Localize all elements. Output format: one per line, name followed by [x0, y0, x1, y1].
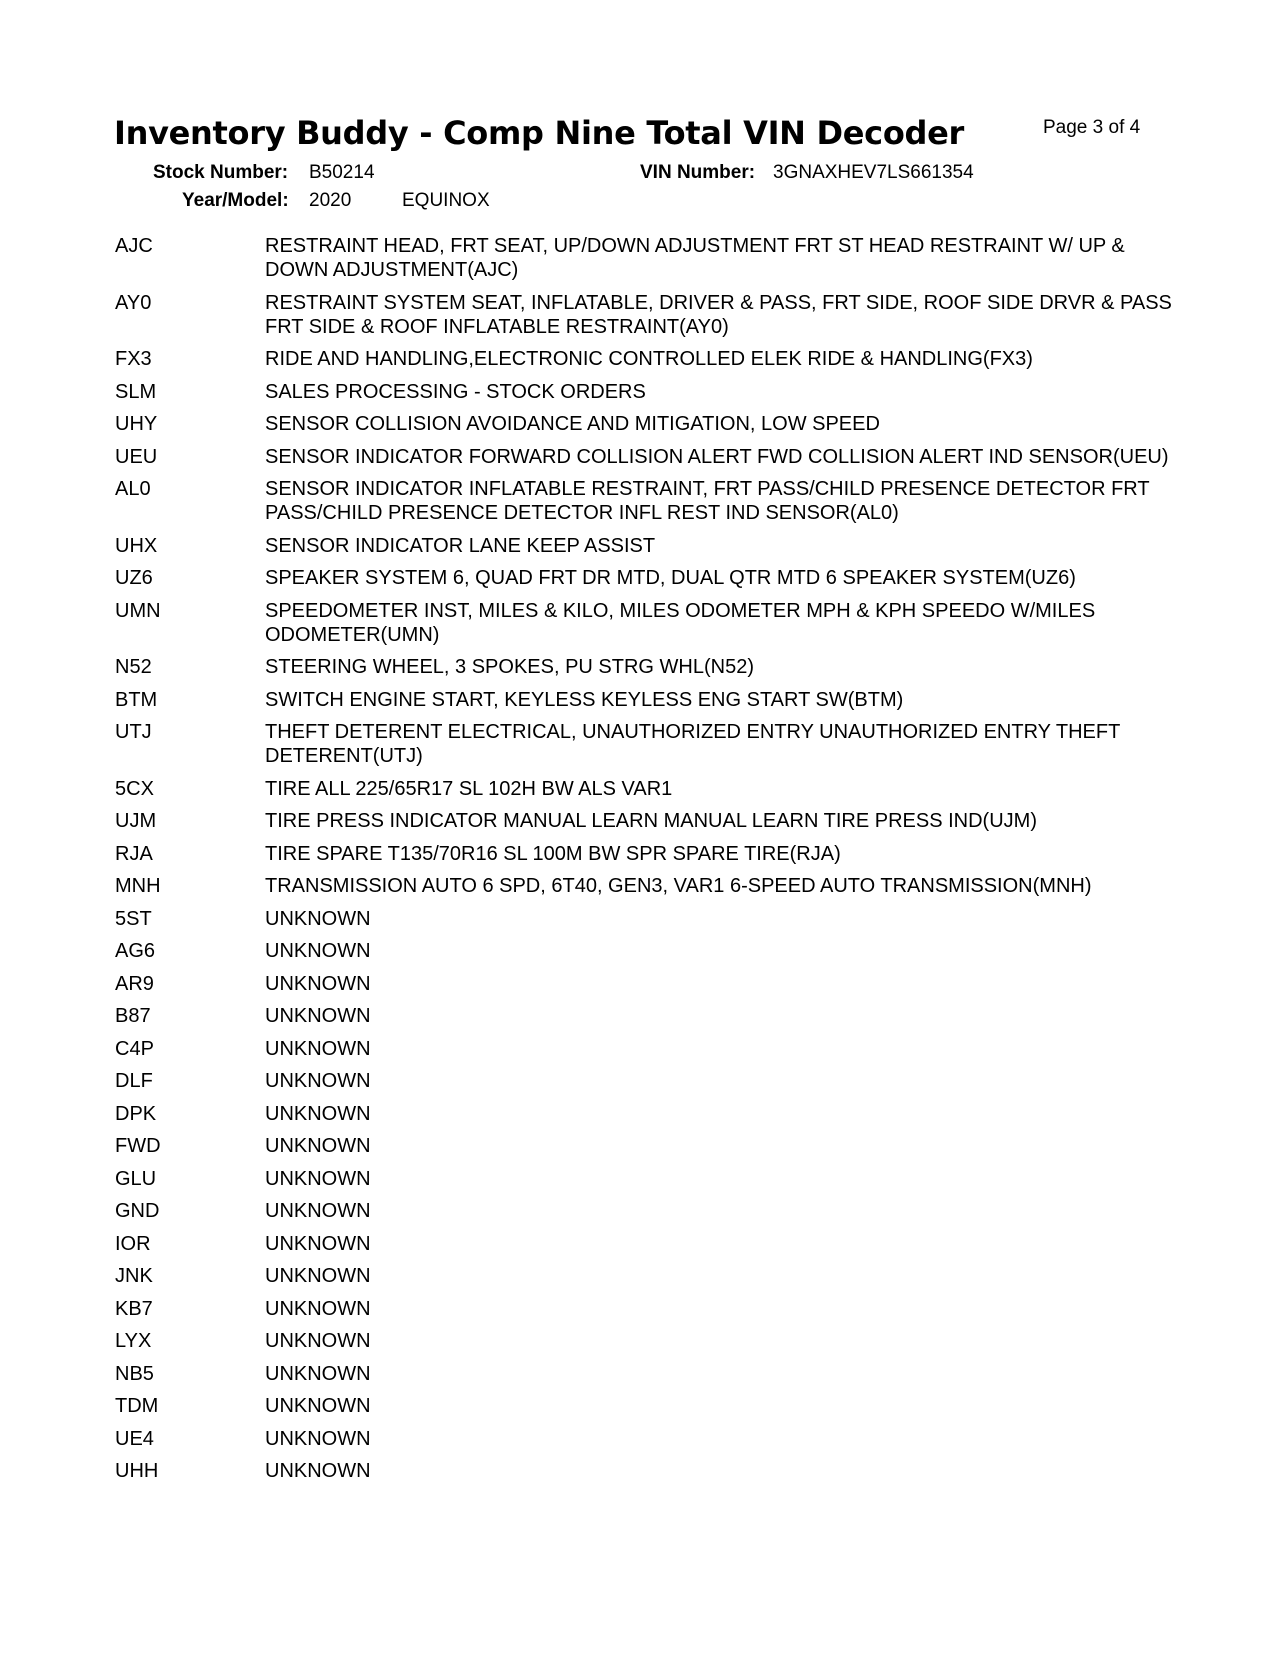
option-code: B87 — [115, 1005, 151, 1027]
option-description: UNKNOWN — [265, 1232, 371, 1255]
option-description: TIRE ALL 225/65R17 SL 102H BW ALS VAR1 — [265, 777, 673, 800]
option-row — [115, 842, 1175, 866]
option-description: SENSOR INDICATOR INFLATABLE RESTRAINT, FRT PASS/CHILD PRESENCE DETECTOR FRT PASS/CHILD PRESENCE DETECTOR INFL REST IND SENSOR(AL0) — [265, 478, 1150, 524]
option-code: DLF — [115, 1070, 153, 1092]
option-row — [115, 907, 1175, 931]
option-description: UNKNOWN — [265, 1102, 371, 1125]
option-row — [115, 1134, 1175, 1158]
option-description: UNKNOWN — [265, 1297, 371, 1320]
option-description: SENSOR INDICATOR FORWARD COLLISION ALERT FWD COLLISION ALERT IND SENSOR(UEU) — [265, 445, 1169, 468]
option-description: UNKNOWN — [265, 1330, 371, 1352]
option-description: THEFT DETERENT ELECTRICAL, UNAUTHORIZED ENTRY UNAUTHORIZED ENTRY THEFT DETERENT(UTJ) — [265, 721, 1120, 767]
option-row — [115, 688, 1175, 712]
option-code: N52 — [115, 656, 152, 678]
option-description: TRANSMISSION AUTO 6 SPD, 6T40, GEN3, VAR1 6-SPEED AUTO TRANSMISSION(MNH) — [265, 875, 1092, 897]
option-row — [115, 1329, 1175, 1353]
option-description: SPEEDOMETER INST, MILES & KILO, MILES ODOMETER MPH & KPH SPEEDO W/MILES ODOMETER(UMN) — [265, 599, 1096, 646]
option-description: UNKNOWN — [265, 1460, 371, 1482]
option-row — [115, 1264, 1175, 1288]
option-code: AR9 — [115, 972, 154, 995]
option-code: SLM — [115, 380, 157, 403]
option-code: GND — [115, 1200, 160, 1222]
option-description: UNKNOWN — [265, 972, 371, 995]
option-description: UNKNOWN — [265, 1037, 371, 1060]
option-code: UMN — [115, 599, 161, 622]
option-row — [115, 1362, 1175, 1386]
option-description: UNKNOWN — [265, 1395, 371, 1417]
option-code: LYX — [115, 1330, 152, 1352]
option-description: UNKNOWN — [265, 1362, 371, 1385]
option-row — [115, 1004, 1175, 1028]
option-row — [115, 1297, 1175, 1321]
option-code: IOR — [115, 1232, 151, 1255]
option-code: AL0 — [115, 478, 151, 500]
option-row — [115, 534, 1175, 558]
option-code: DPK — [115, 1102, 157, 1125]
option-code: FX3 — [115, 348, 152, 370]
option-row — [115, 1037, 1175, 1061]
option-code: KB7 — [115, 1297, 153, 1320]
option-description: UNKNOWN — [265, 1135, 371, 1157]
option-code-list — [115, 234, 1175, 1492]
option-code: AJC — [115, 235, 153, 257]
option-code: UHY — [115, 413, 158, 435]
option-code: UHH — [115, 1460, 159, 1482]
option-description: UNKNOWN — [265, 1427, 371, 1450]
option-row — [115, 599, 1175, 647]
option-description: UNKNOWN — [265, 907, 371, 930]
option-code: AG6 — [115, 940, 156, 962]
option-description: UNKNOWN — [265, 1200, 371, 1222]
option-description: UNKNOWN — [265, 1070, 371, 1092]
option-code: UJM — [115, 810, 157, 832]
option-row — [115, 445, 1175, 469]
option-row — [115, 874, 1175, 898]
option-code: RJA — [115, 842, 153, 865]
option-code: JNK — [115, 1265, 153, 1287]
option-description: RIDE AND HANDLING,ELECTRONIC CONTROLLED ELEK RIDE & HANDLING(FX3) — [265, 348, 1033, 370]
option-description: SPEAKER SYSTEM 6, QUAD FRT DR MTD, DUAL QTR MTD 6 SPEAKER SYSTEM(UZ6) — [265, 567, 1076, 589]
vin-label: VIN Number: — [640, 162, 756, 183]
option-description: UNKNOWN — [265, 1167, 371, 1190]
option-row — [115, 939, 1175, 963]
option-description: RESTRAINT HEAD, FRT SEAT, UP/DOWN ADJUSTMENT FRT ST HEAD RESTRAINT W/ UP & DOWN ADJUSTMENT(AJC) — [265, 235, 1125, 281]
option-row — [115, 720, 1175, 768]
option-row — [115, 972, 1175, 996]
option-description: TIRE PRESS INDICATOR MANUAL LEARN MANUAL LEARN TIRE PRESS IND(UJM) — [265, 810, 1037, 832]
page-indicator: Page 3 of 4 — [1043, 117, 1141, 138]
option-row — [115, 566, 1175, 590]
option-description: SENSOR INDICATOR LANE KEEP ASSIST — [265, 534, 656, 557]
model-value: EQUINOX — [402, 190, 490, 211]
option-description: SENSOR COLLISION AVOIDANCE AND MITIGATION, LOW SPEED — [265, 413, 880, 435]
option-row — [115, 1427, 1175, 1451]
year-value: 2020 — [309, 190, 352, 211]
option-description: TIRE SPARE T135/70R16 SL 100M BW SPR SPARE TIRE(RJA) — [265, 842, 841, 865]
option-row — [115, 1199, 1175, 1223]
option-row — [115, 234, 1175, 282]
option-description: UNKNOWN — [265, 1265, 371, 1287]
option-row — [115, 809, 1175, 833]
option-description: STEERING WHEEL, 3 SPOKES, PU STRG WHL(N52) — [265, 656, 754, 678]
option-row — [115, 291, 1175, 339]
stock-number-label: Stock Number: — [153, 162, 289, 183]
option-row — [115, 1069, 1175, 1093]
option-row — [115, 477, 1175, 525]
option-code: UE4 — [115, 1427, 154, 1450]
option-code: 5CX — [115, 777, 154, 800]
option-code: FWD — [115, 1135, 161, 1157]
option-description: UNKNOWN — [265, 1005, 371, 1027]
option-description: SWITCH ENGINE START, KEYLESS KEYLESS ENG START SW(BTM) — [265, 688, 904, 711]
option-code: NB5 — [115, 1362, 154, 1385]
option-row — [115, 1232, 1175, 1256]
option-code: TDM — [115, 1395, 159, 1417]
option-row — [115, 1394, 1175, 1418]
stock-number-value: B50214 — [309, 162, 375, 183]
option-code: UHX — [115, 534, 158, 557]
option-row — [115, 1102, 1175, 1126]
option-description: SALES PROCESSING - STOCK ORDERS — [265, 380, 646, 403]
option-description: UNKNOWN — [265, 940, 371, 962]
document-title: Inventory Buddy - Comp Nine Total VIN Decoder — [114, 114, 965, 152]
option-code: C4P — [115, 1037, 154, 1060]
option-row — [115, 347, 1175, 371]
option-code: UEU — [115, 445, 158, 468]
option-code: 5ST — [115, 907, 152, 930]
option-row — [115, 777, 1175, 801]
option-row — [115, 412, 1175, 436]
year-model-label: Year/Model: — [182, 190, 289, 211]
option-code: UZ6 — [115, 567, 153, 589]
option-code: BTM — [115, 688, 158, 711]
option-code: UTJ — [115, 721, 152, 743]
vin-value: 3GNAXHEV7LS661354 — [773, 162, 974, 183]
option-row — [115, 655, 1175, 679]
option-code: AY0 — [115, 291, 152, 314]
option-row — [115, 1459, 1175, 1483]
option-row — [115, 380, 1175, 404]
option-description: RESTRAINT SYSTEM SEAT, INFLATABLE, DRIVER & PASS, FRT SIDE, ROOF SIDE DRVR & PASS FRT SIDE & ROOF INFLATABLE RESTRAINT(AY0) — [265, 291, 1172, 338]
option-row — [115, 1167, 1175, 1191]
option-code: MNH — [115, 875, 161, 897]
option-code: GLU — [115, 1167, 157, 1190]
